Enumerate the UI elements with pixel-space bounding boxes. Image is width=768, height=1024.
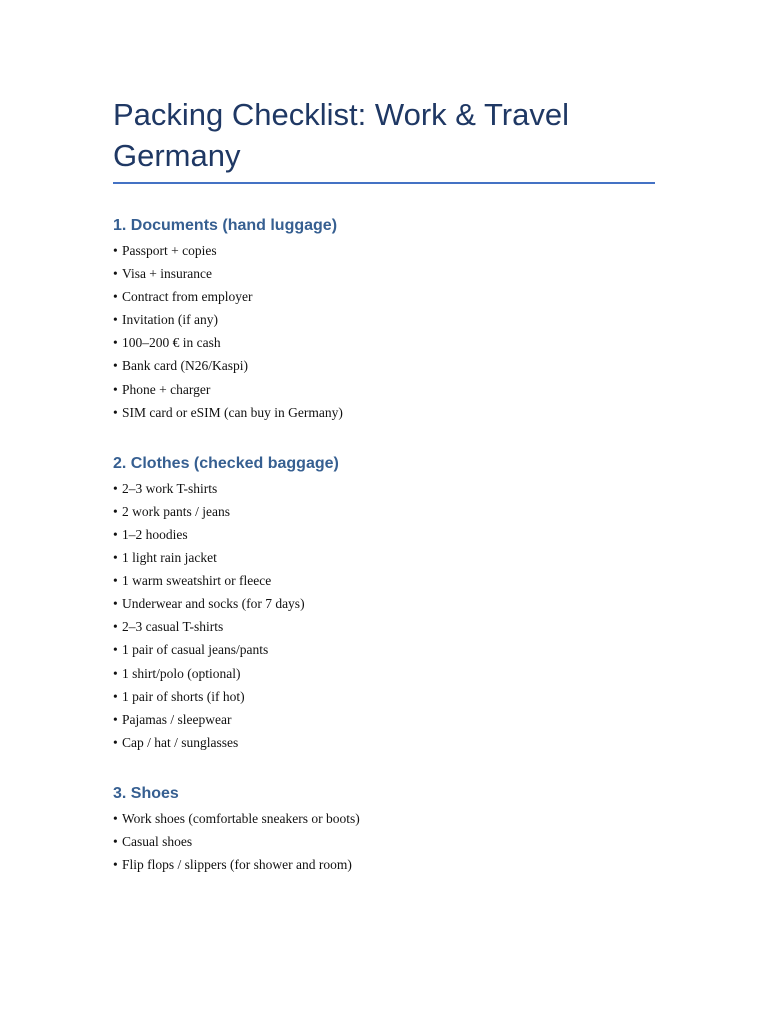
bullet-icon: • (113, 711, 118, 727)
item-text: Passport + copies (122, 243, 217, 258)
section-heading: 2. Clothes (checked baggage) (113, 454, 339, 472)
checklist (113, 477, 655, 754)
item-text: Underwear and socks (for 7 days) (122, 596, 305, 612)
item-text: 1 shirt/polo (optional) (122, 665, 241, 681)
section-clothes (113, 424, 655, 754)
list-item (113, 662, 655, 685)
item-text: 1–2 hoodies (122, 526, 188, 542)
list-item (113, 853, 655, 876)
item-text: Pajamas / sleepwear (122, 711, 232, 727)
list-item (113, 262, 655, 285)
bullet-icon: • (113, 289, 118, 305)
list-item (113, 569, 655, 592)
bullet-icon: • (113, 312, 118, 328)
bullet-icon: • (113, 358, 118, 374)
item-text: SIM card or eSIM (can buy in Germany) (122, 404, 343, 420)
item-text: 1 pair of shorts (if hot) (122, 688, 245, 704)
list-item (113, 354, 655, 377)
list-item (113, 592, 655, 615)
list-item (113, 708, 655, 731)
bullet-icon: • (113, 243, 118, 258)
item-text: Casual shoes (122, 833, 193, 849)
bullet-icon: • (113, 550, 118, 566)
item-text: Work shoes (comfortable sneakers or boots) (122, 810, 360, 826)
section-heading: 3. Shoes (113, 784, 179, 802)
section-heading: 1. Documents (hand luggage) (113, 217, 338, 234)
list-item (113, 378, 655, 401)
bullet-icon: • (113, 526, 118, 542)
item-text: 2 work pants / jeans (122, 503, 230, 519)
item-text: Flip flops / slippers (for shower and room) (122, 857, 352, 873)
document-title: Packing Checklist: Work & Travel Germany (113, 97, 569, 173)
list-item (113, 477, 655, 500)
item-text: Phone + charger (122, 381, 211, 397)
item-text: Invitation (if any) (122, 312, 218, 328)
item-text: 1 light rain jacket (122, 550, 217, 566)
item-text: 1 pair of casual jeans/pants (122, 642, 269, 658)
item-text: 2–3 casual T-shirts (122, 619, 224, 635)
list-item (113, 546, 655, 569)
bullet-icon: • (113, 596, 118, 612)
item-text: Cap / hat / sunglasses (122, 734, 239, 750)
bullet-icon: • (113, 810, 118, 826)
section-shoes (113, 754, 655, 876)
document-page (113, 0, 655, 876)
list-item (113, 500, 655, 523)
item-text: 100–200 € in cash (122, 335, 221, 351)
item-text: Bank card (N26/Kaspi) (122, 358, 248, 374)
bullet-icon: • (113, 688, 118, 704)
list-item (113, 807, 655, 830)
section-documents (113, 184, 655, 424)
bullet-icon: • (113, 665, 118, 681)
bullet-icon: • (113, 381, 118, 397)
bullet-icon: • (113, 619, 118, 635)
bullet-icon: • (113, 857, 118, 873)
checklist (113, 807, 655, 876)
bullet-icon: • (113, 480, 118, 496)
item-text: 2–3 work T-shirts (122, 480, 218, 496)
bullet-icon: • (113, 503, 118, 519)
item-text: Contract from employer (122, 289, 253, 305)
bullet-icon: • (113, 833, 118, 849)
list-item (113, 285, 655, 308)
bullet-icon: • (113, 404, 118, 420)
list-item (113, 239, 655, 262)
list-item (113, 685, 655, 708)
bullet-icon: • (113, 573, 118, 589)
checklist (113, 239, 655, 424)
bullet-icon: • (113, 266, 118, 282)
bullet-icon: • (113, 335, 118, 351)
bullet-icon: • (113, 734, 118, 750)
list-item (113, 331, 655, 354)
list-item (113, 830, 655, 853)
list-item (113, 523, 655, 546)
list-item (113, 638, 655, 661)
item-text: Visa + insurance (122, 266, 213, 282)
list-item (113, 308, 655, 331)
list-item (113, 615, 655, 638)
item-text: 1 warm sweatshirt or fleece (122, 573, 272, 589)
list-item (113, 731, 655, 754)
list-item (113, 401, 655, 424)
bullet-icon: • (113, 642, 118, 658)
